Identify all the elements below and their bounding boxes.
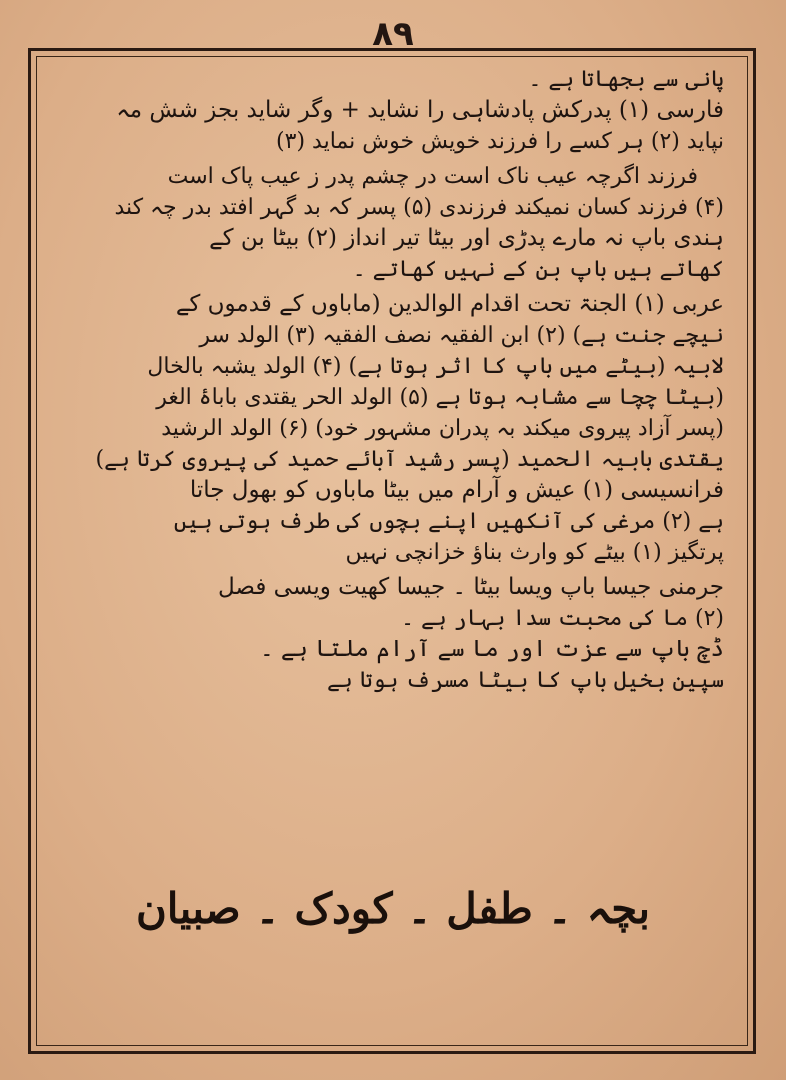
text-line: نپاید (۲) ہر کسے را فرزند خویش خوش نماید (۳)	[276, 129, 724, 154]
text-line: یقتدی بابیہ الحمید (پسر رشید آبائے حمید کی پیروی کرتا ہے)	[95, 447, 724, 472]
text-line: جرمنی جیسا باپ ویسا بیٹا ۔ جیسا کھیت ویسی فصل	[218, 574, 724, 600]
text-line: عربی (۱) الجنۃ تحت اقدام الوالدین (ماباوں کے قدموں کے	[175, 291, 724, 317]
text-line: (پسر آزاد پیروی میکند بہ پدران مشہور خود) (۶) الولد الرشید	[161, 416, 724, 441]
text-line: فرانسیسی (۱) عیش و آرام میں بیٹا ماباوں کو بھول جاتا	[189, 477, 724, 503]
text-line: سپین بخیل باپ کا بیٹا مسرف ہوتا ہے	[327, 668, 724, 693]
page-number: ۸۹	[372, 14, 414, 54]
text-line: کھاتے ہیں باپ بن کے نہیں کھاتے ۔	[352, 257, 724, 282]
text-line: (۲) ما کی محبت سدا بہار ہے ۔	[401, 606, 724, 631]
text-line: (بیٹا چچا سے مشابہ ہوتا ہے (۵) الولد الحر یقتدی باباۂ الغر	[156, 385, 724, 410]
text-line: فارسی (۱) پدرکش پادشاہی را نشاید + وگر شاید بجز شش مہ	[116, 97, 724, 123]
text-line: لابیہ (بیٹے میں باپ کا اثر ہوتا ہے) (۴) الولد یشبہ بالخال	[147, 354, 724, 379]
text-line: ہے (۲) مرغی کی آنکھیں اپنے بچوں کی طرف ہوتی ہیں	[173, 509, 724, 534]
footer-heading: بچہ ۔ طفل ۔ کودک ۔ صبیان	[135, 884, 651, 933]
text-line: (۴) فرزند کسان نمیکند فرزندی (۵) پسر کہ بد گہر افتد بدر چہ کند	[114, 195, 724, 220]
text-line: پرتگیز (۱) بیٹے کو وارث بناؤ خزانچی نہیں	[345, 540, 724, 565]
text-line: پانی سے بجھاتا ہے ۔	[528, 67, 724, 92]
text-line: فرزند اگرچہ عیب ناک است در چشم پدر ز عیب پاک است	[167, 164, 698, 189]
text-line: نیچے جنت ہے) (۲) ابن الفقیہ نصف الفقیہ (۳) الولد سر	[199, 323, 724, 348]
text-line: ہندی باپ نہ مارے پدڑی اور بیٹا تیر انداز (۲) بیٹا بن کے	[209, 225, 724, 251]
text-line: ڈچ باپ سے عزت اور ما سے آرام ملتا ہے ۔	[260, 636, 724, 662]
